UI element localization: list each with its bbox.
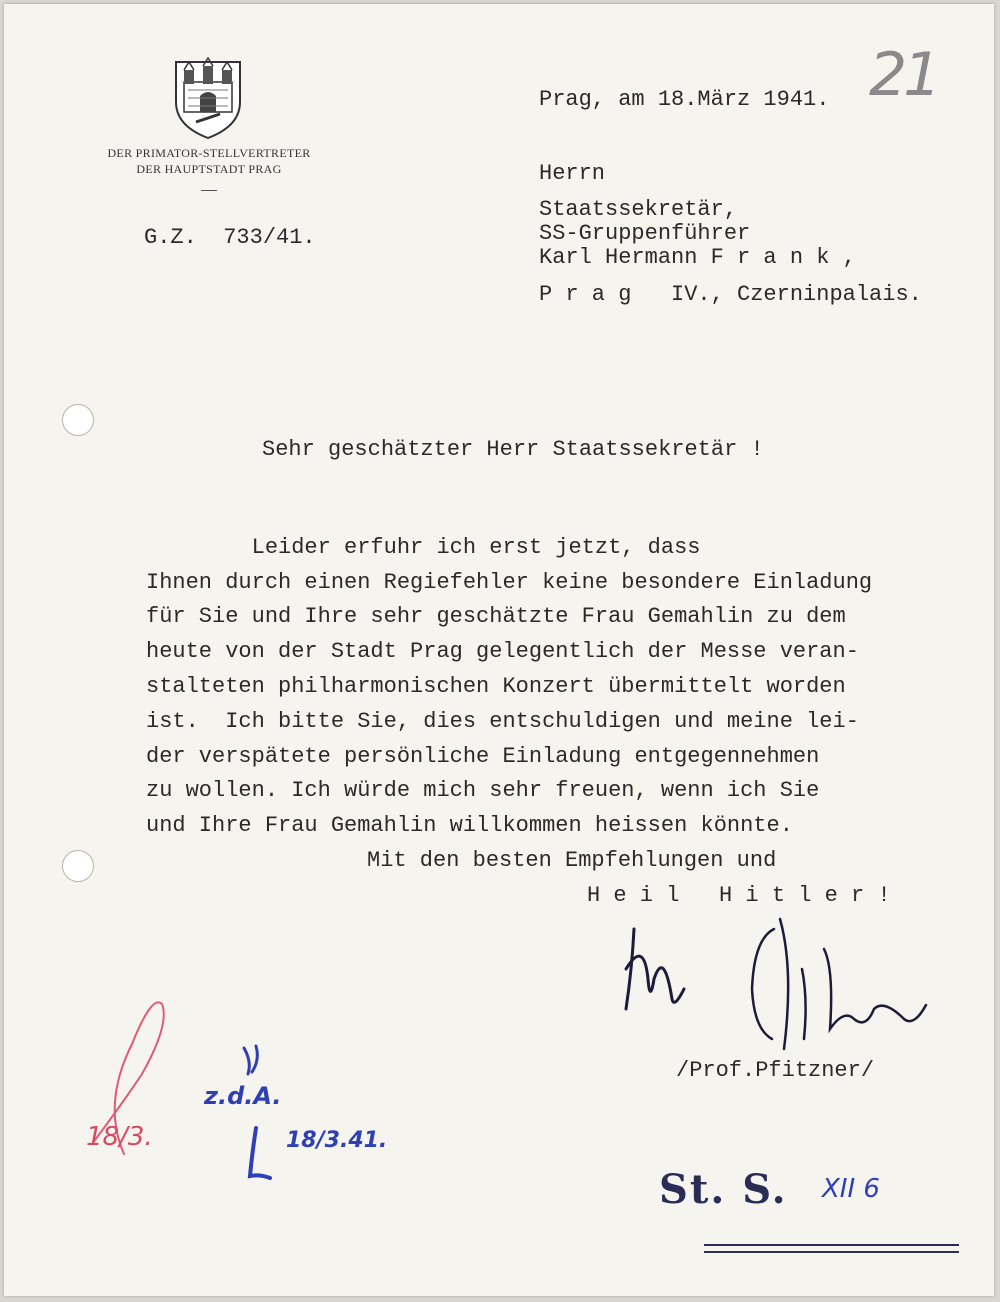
signer-name: /Prof.Pfitzner/	[676, 1058, 875, 1083]
letterhead-office: DER PRIMATOR-STELLVERTRETER	[107, 146, 311, 160]
recipient-address: P r a g IV., Czerninpalais.	[539, 282, 922, 307]
heil-hitler-line: H e i l H i t l e r !	[587, 883, 891, 908]
recipient-title-1: Staatssekretär,	[539, 197, 738, 222]
stamp-underline	[704, 1244, 959, 1253]
recipient-name: Karl Hermann F r a n k ,	[539, 245, 856, 270]
date-line: Prag, am 18.März 1941.	[539, 87, 830, 112]
body-line: Ihnen durch einen Regiefehler keine besondere Einladung	[146, 570, 873, 595]
st-s-stamp: St. S.	[659, 1166, 788, 1213]
body-line: für Sie und Ihre sehr geschätzte Frau Gemahlin zu dem	[146, 604, 846, 629]
punch-hole-bottom	[62, 850, 94, 882]
body-line: Leider erfuhr ich erst jetzt, dass	[146, 535, 701, 560]
body-line: heute von der Stadt Prag gelegentlich der Messe veran-	[146, 639, 859, 664]
letterhead-city: DER HAUPTSTADT PRAG	[136, 162, 282, 176]
blue-zda-note: z.d.A.	[204, 1082, 282, 1110]
closing-line: Mit den besten Empfehlungen und	[367, 848, 777, 873]
blue-date-note: 18/3.41.	[286, 1128, 388, 1153]
blue-initial-mark-2	[240, 1124, 276, 1184]
red-date-note: 18/3.	[86, 1122, 153, 1152]
blue-initial-mark	[238, 1042, 268, 1078]
punch-hole-top	[62, 404, 94, 436]
recipient-herrn: Herrn	[539, 161, 606, 186]
letter-page	[4, 4, 994, 1296]
prague-coat-of-arms-icon	[172, 56, 244, 140]
letterhead-divider	[201, 190, 217, 191]
pencil-page-number: 21	[869, 40, 938, 110]
stamp-handwritten-note: XII 6	[822, 1174, 880, 1204]
body-line: der verspätete persönliche Einladung entgegennehmen	[146, 744, 820, 769]
body-line: stalteten philharmonischen Konzert übermittelt worden	[146, 674, 846, 699]
recipient-title-2: SS-Gruppenführer	[539, 221, 751, 246]
body-line: ist. Ich bitte Sie, dies entschuldigen und meine lei-	[146, 709, 859, 734]
body-line: und Ihre Frau Gemahlin willkommen heissen könnte.	[146, 813, 793, 838]
greeting: Sehr geschätzter Herr Staatssekretär !	[262, 437, 764, 462]
reference-number: G.Z. 733/41.	[144, 225, 316, 250]
body-line: zu wollen. Ich würde mich sehr freuen, wenn ich Sie	[146, 778, 820, 803]
handwritten-signature	[604, 909, 964, 1079]
